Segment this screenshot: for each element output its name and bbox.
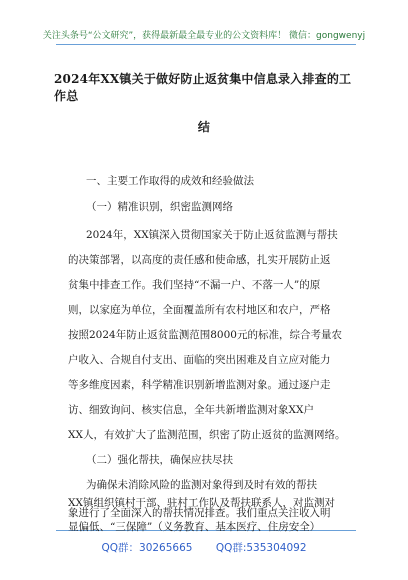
paragraph-1-line-8: 访、细致询问、核实信息，全年共新增监测对象XX户 <box>68 404 314 416</box>
paragraph-1-line-1: 2024年，XX镇深入贯彻国家关于防止返贫监测与帮扶 <box>86 229 338 241</box>
paragraph-1-line-5: 按照2024年防止返贫监测范围8000元的标准，综合考量农 <box>68 329 342 341</box>
header-banner: 关注头条号“公文研究”，获得最新最全最专业的公文资料库！ 微信：gongwenyj <box>42 31 366 41</box>
document-title-line-1: 2024年XX镇关于做好防止返贫集中信息录入排查的工作总 <box>54 72 352 103</box>
paragraph-1-line-6: 户收入、合规自付支出、面临的突出困难及自立应对能力 <box>68 354 331 366</box>
footer-qq-1: QQ群：30265665 <box>101 542 193 554</box>
footer <box>0 540 408 555</box>
paragraph-2-line-1: 为确保未消除风险的监测对象得到及时有效的帮扶 <box>86 479 317 491</box>
footer-qq-2: QQ群:535304092 <box>215 542 307 554</box>
paragraph-1-line-9: XX人，有效扩大了监测范围，织密了防止返贫的监测网络。 <box>68 429 346 441</box>
section-heading: 一、主要工作取得的成效和经验做法 <box>86 175 254 187</box>
subsection-heading-1: （一）精准识别，织密监测网络 <box>86 201 233 213</box>
header-divider <box>56 44 356 45</box>
paragraph-1-line-7: 等多维度因素，科学精准识别新增监测对象。通过逐户走 <box>68 379 331 391</box>
paragraph-1-line-2: 的决策部署，以高度的责任感和使命感，扎实开展防止返 <box>68 254 331 266</box>
subsection-heading-2: （二）强化帮扶，确保应扶尽扶 <box>86 454 233 466</box>
paragraph-1-line-4: 则，以家庭为单位，全面覆盖所有农村地区和农户，严格 <box>68 304 331 316</box>
paragraph-1-line-3: 贫集中排查工作。我们坚持“不漏一户、不落一人”的原 <box>68 279 321 291</box>
paragraph-2-line-4: 显偏低、“三保障”（义务教育、基本医疗、住房安全） <box>68 521 321 533</box>
paragraph-2-line-3: 象进行了全面深入的帮扶情况排查。我们重点关注收入明 <box>68 507 331 519</box>
paragraph-2-line-2: XX镇组织镇村干部、驻村工作队及帮扶联系人，对监测对 <box>68 497 335 509</box>
document-title-line-2: 结 <box>197 120 211 134</box>
